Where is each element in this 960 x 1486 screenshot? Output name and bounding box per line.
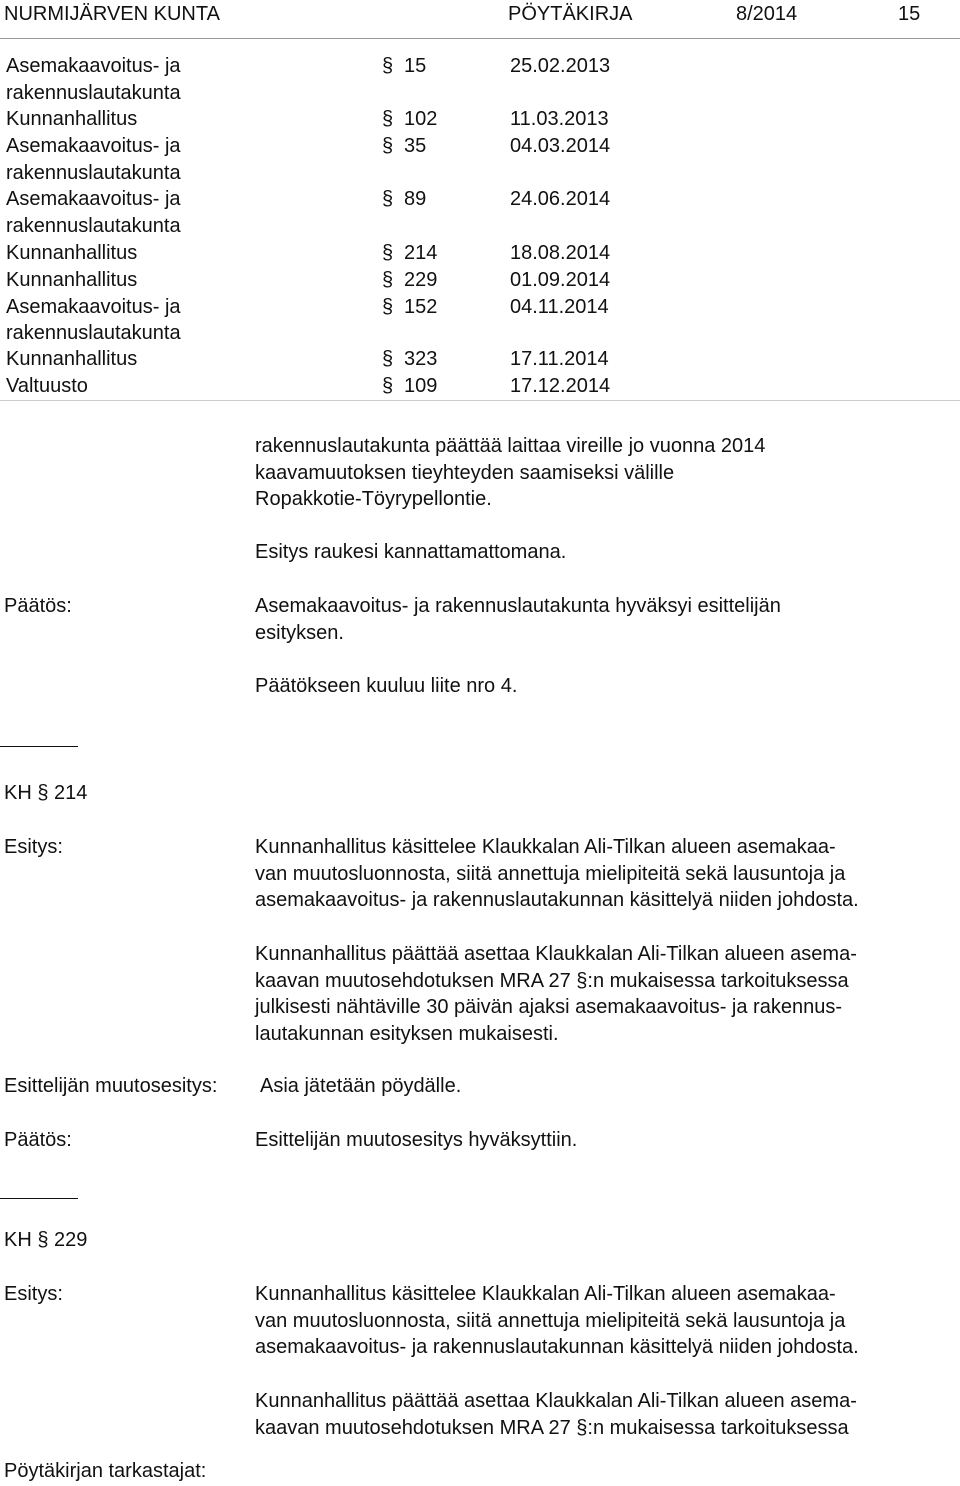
text-line: rakennuslautakunta päättää laittaa vireille jo vuonna 2014 xyxy=(255,435,766,457)
text-line: julkisesti nähtäville 30 päivän ajaksi asemakaavoitus- ja rakennus- xyxy=(255,996,842,1018)
history-date: 04.11.2014 xyxy=(510,296,609,318)
decision-text xyxy=(255,593,955,646)
history-number: 35 xyxy=(404,135,427,157)
text-line: van muutosluonnosta, siitä annettuja mielipiteitä sekä lausuntoja ja xyxy=(255,862,846,885)
municipality-name: NURMIJÄRVEN KUNTA xyxy=(4,3,220,25)
decision-text: Esittelijän muutosesitys hyväksyttiin. xyxy=(255,1129,578,1151)
section-sign: § xyxy=(382,375,394,397)
history-body-line2: rakennuslautakunta xyxy=(6,322,181,344)
history-date: 01.09.2014 xyxy=(510,269,611,291)
history-row xyxy=(0,240,960,267)
text-line: van muutosluonnosta, siitä annettuja mielipiteitä sekä lausuntoja ja xyxy=(255,1309,846,1332)
section-sign: § xyxy=(382,348,394,370)
history-row-continuation xyxy=(0,160,960,187)
section-heading-kh229: KH § 229 xyxy=(4,1229,88,1251)
text-line: kaavamuutoksen tieyhteyden saamiseksi välille xyxy=(255,461,675,484)
history-row xyxy=(0,373,960,400)
history-body-line2: rakennuslautakunta xyxy=(6,82,181,104)
history-number: 229 xyxy=(404,269,438,291)
section-divider xyxy=(0,746,78,747)
proposal-paragraph-1 xyxy=(255,1281,955,1361)
text-line: Asemakaavoitus- ja rakennuslautakunta hyväksyi esittelijän xyxy=(255,595,781,617)
history-row xyxy=(0,346,960,373)
history-body: Asemakaavoitus- ja xyxy=(6,296,181,318)
amendment-label: Esittelijän muutosesitys: xyxy=(4,1075,218,1097)
proposal-label: Esitys: xyxy=(4,836,63,858)
decision-label: Päätös: xyxy=(4,1129,72,1151)
history-row xyxy=(0,294,960,321)
text-line: Ropakkotie-Töyrypellontie. xyxy=(255,488,492,510)
history-body: Kunnanhallitus xyxy=(6,269,138,291)
history-date: 17.12.2014 xyxy=(510,375,611,397)
proposal-label: Esitys: xyxy=(4,1283,63,1305)
section-sign: § xyxy=(382,108,394,130)
history-body: Asemakaavoitus- ja xyxy=(6,55,181,77)
document-type: PÖYTÄKIRJA xyxy=(508,3,633,25)
proposal-paragraph-2 xyxy=(255,1388,955,1441)
reviewers-label: Pöytäkirjan tarkastajat: xyxy=(4,1460,207,1482)
amendment-text: Asia jätetään pöydälle. xyxy=(260,1075,462,1097)
history-body: Valtuusto xyxy=(6,375,88,397)
history-number: 15 xyxy=(404,55,427,77)
history-number: 109 xyxy=(404,375,438,397)
history-row xyxy=(0,53,960,80)
text-line: Kunnanhallitus päättää asettaa Klaukkalan Ali-Tilkan alueen asema- xyxy=(255,943,857,965)
document-number: 8/2014 xyxy=(736,3,798,25)
history-body: Asemakaavoitus- ja xyxy=(6,135,181,157)
history-row-continuation xyxy=(0,213,960,240)
text-line: Kunnanhallitus käsittelee Klaukkalan Ali-Tilkan alueen asemakaa- xyxy=(255,836,836,858)
history-number: 214 xyxy=(404,242,438,264)
page-number: 15 xyxy=(898,3,921,25)
history-row xyxy=(0,106,960,133)
proposal-paragraph-2 xyxy=(255,941,955,1047)
history-body: Asemakaavoitus- ja xyxy=(6,188,181,210)
history-body: Kunnanhallitus xyxy=(6,108,138,130)
history-date: 18.08.2014 xyxy=(510,242,611,264)
decision-label: Päätös: xyxy=(4,595,72,617)
history-body: Kunnanhallitus xyxy=(6,348,138,370)
history-body: Kunnanhallitus xyxy=(6,242,138,264)
history-date: 11.03.2013 xyxy=(510,108,609,130)
text-line: asemakaavoitus- ja rakennuslautakunnan käsittelyä niiden johdosta. xyxy=(255,1336,859,1358)
attachment-text: Päätökseen kuuluu liite nro 4. xyxy=(255,675,518,697)
history-date: 25.02.2013 xyxy=(510,55,611,77)
history-row-continuation xyxy=(0,80,960,107)
proposal-paragraph-1 xyxy=(255,834,955,914)
section-sign: § xyxy=(382,296,394,318)
history-date: 04.03.2014 xyxy=(510,135,611,157)
history-number: 102 xyxy=(404,108,438,130)
proposal-lapsed-text: Esitys raukesi kannattamattomana. xyxy=(255,541,567,563)
history-number: 323 xyxy=(404,348,438,370)
section-heading-kh214: KH § 214 xyxy=(4,782,88,804)
history-number: 152 xyxy=(404,296,438,318)
history-row-continuation xyxy=(0,320,960,347)
section-sign: § xyxy=(382,188,394,210)
text-line: esityksen. xyxy=(255,621,344,644)
text-line: Kunnanhallitus päättää asettaa Klaukkalan Ali-Tilkan alueen asema- xyxy=(255,1390,857,1412)
section-sign: § xyxy=(382,135,394,157)
continued-paragraph xyxy=(255,433,955,513)
history-row xyxy=(0,186,960,213)
text-line: asemakaavoitus- ja rakennuslautakunnan käsittelyä niiden johdosta. xyxy=(255,889,859,911)
text-line: kaavan muutosehdotuksen MRA 27 §:n mukaisessa tarkoituksessa xyxy=(255,969,849,992)
text-line: Kunnanhallitus käsittelee Klaukkalan Ali-Tilkan alueen asemakaa- xyxy=(255,1283,836,1305)
history-body-line2: rakennuslautakunta xyxy=(6,162,181,184)
history-row xyxy=(0,133,960,160)
text-line: lautakunnan esityksen mukaisesti. xyxy=(255,1022,559,1045)
header-separator xyxy=(0,38,960,39)
history-date: 24.06.2014 xyxy=(510,188,611,210)
history-number: 89 xyxy=(404,188,427,210)
history-body-line2: rakennuslautakunta xyxy=(6,215,181,237)
section-sign: § xyxy=(382,269,394,291)
section-divider xyxy=(0,1198,78,1199)
section-sign: § xyxy=(382,242,394,264)
history-row xyxy=(0,267,960,294)
history-separator xyxy=(0,400,960,401)
section-sign: § xyxy=(382,55,394,77)
text-line: kaavan muutosehdotuksen MRA 27 §:n mukaisessa tarkoituksessa xyxy=(255,1416,849,1439)
history-date: 17.11.2014 xyxy=(510,348,609,370)
